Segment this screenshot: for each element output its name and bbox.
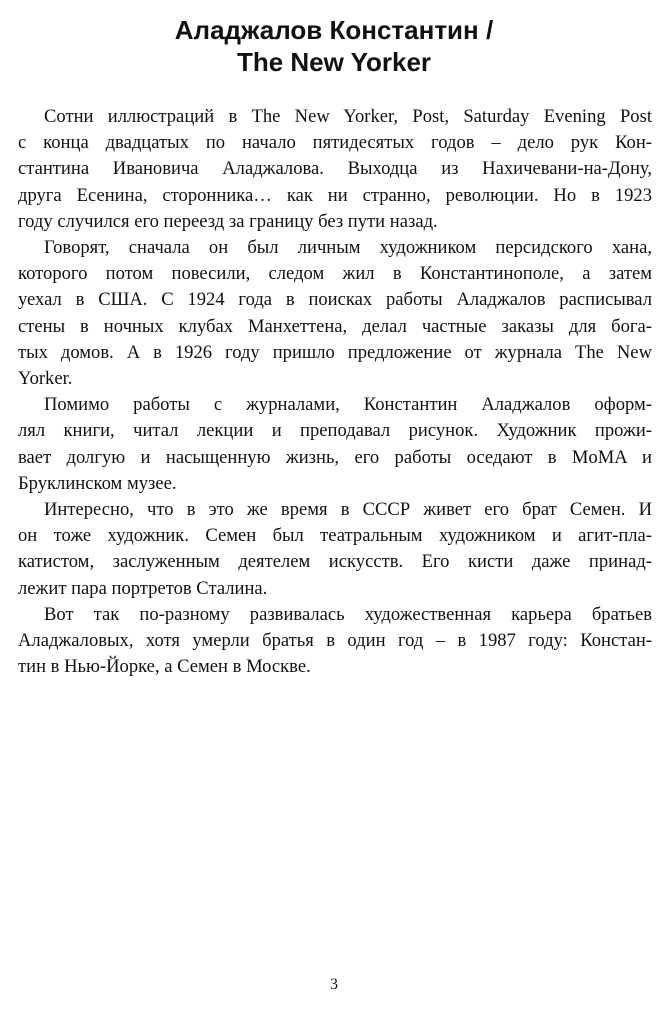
text-line: лял книги, читал лекции и преподавал рисунок. Художник прожи- bbox=[18, 420, 652, 442]
text-line: тин в Нью-Йорке, а Семен в Москве. bbox=[18, 656, 311, 678]
text-line: году случился его переезд за границу без пути назад. bbox=[18, 210, 438, 232]
text-line: Говорят, сначала он был личным художником персидского хана, bbox=[44, 237, 652, 259]
text-line: Бруклинском музее. bbox=[18, 472, 177, 494]
paragraph bbox=[18, 497, 652, 602]
text-line: стантина Ивановича Аладжалова. Выходца из Нахичевани-на-Дону, bbox=[18, 158, 652, 180]
page-title bbox=[0, 14, 668, 78]
text-line: катистом, заслуженным деятелем искусств. Его кисти даже принад- bbox=[18, 551, 652, 573]
title-line-2: The New Yorker bbox=[236, 47, 432, 77]
text-line: которого потом повесили, следом жил в Константинополе, а затем bbox=[18, 263, 652, 285]
text-line: Сотни иллюстраций в The New Yorker, Post, Saturday Evening Post bbox=[44, 106, 652, 127]
text-line: Аладжаловых, хотя умерли братья в один год – в 1987 году: Констан- bbox=[18, 630, 652, 652]
text-line: с конца двадцатых по начало пятидесятых годов – дело рук Кон- bbox=[18, 132, 652, 154]
text-line: он тоже художник. Семен был театральным художником и агит-пла- bbox=[18, 525, 652, 547]
text-line: уехал в США. С 1924 года в поисках работы Аладжалов расписывал bbox=[18, 289, 652, 311]
text-line: Интересно, что в это же время в СССР живет его брат Семен. И bbox=[44, 499, 652, 521]
text-line: лежит пара портретов Сталина. bbox=[18, 577, 268, 599]
text-line: тых домов. А в 1926 году пришло предложение от журнала The New bbox=[18, 341, 652, 363]
page-number: 3 bbox=[330, 976, 338, 993]
paragraph bbox=[18, 104, 652, 235]
text-line: Вот так по-разному развивалась художественная карьера братьев bbox=[44, 603, 652, 625]
article-body bbox=[18, 104, 652, 680]
paragraph bbox=[18, 602, 652, 681]
text-line: Yorker. bbox=[18, 368, 73, 390]
title-line-1: Аладжалов Константин / bbox=[174, 15, 494, 45]
text-line: вает долгую и насыщенную жизнь, его работы оседают в MoMA и bbox=[18, 446, 652, 468]
paragraph bbox=[18, 392, 652, 497]
text-line: стены в ночных клубах Манхеттена, делал частные заказы для бога- bbox=[18, 315, 652, 337]
text-line: Помимо работы с журналами, Константин Аладжалов оформ- bbox=[44, 394, 652, 416]
paragraph bbox=[18, 235, 652, 392]
text-line: друга Есенина, сторонника… как ни странно, революции. Но в 1923 bbox=[18, 184, 652, 206]
